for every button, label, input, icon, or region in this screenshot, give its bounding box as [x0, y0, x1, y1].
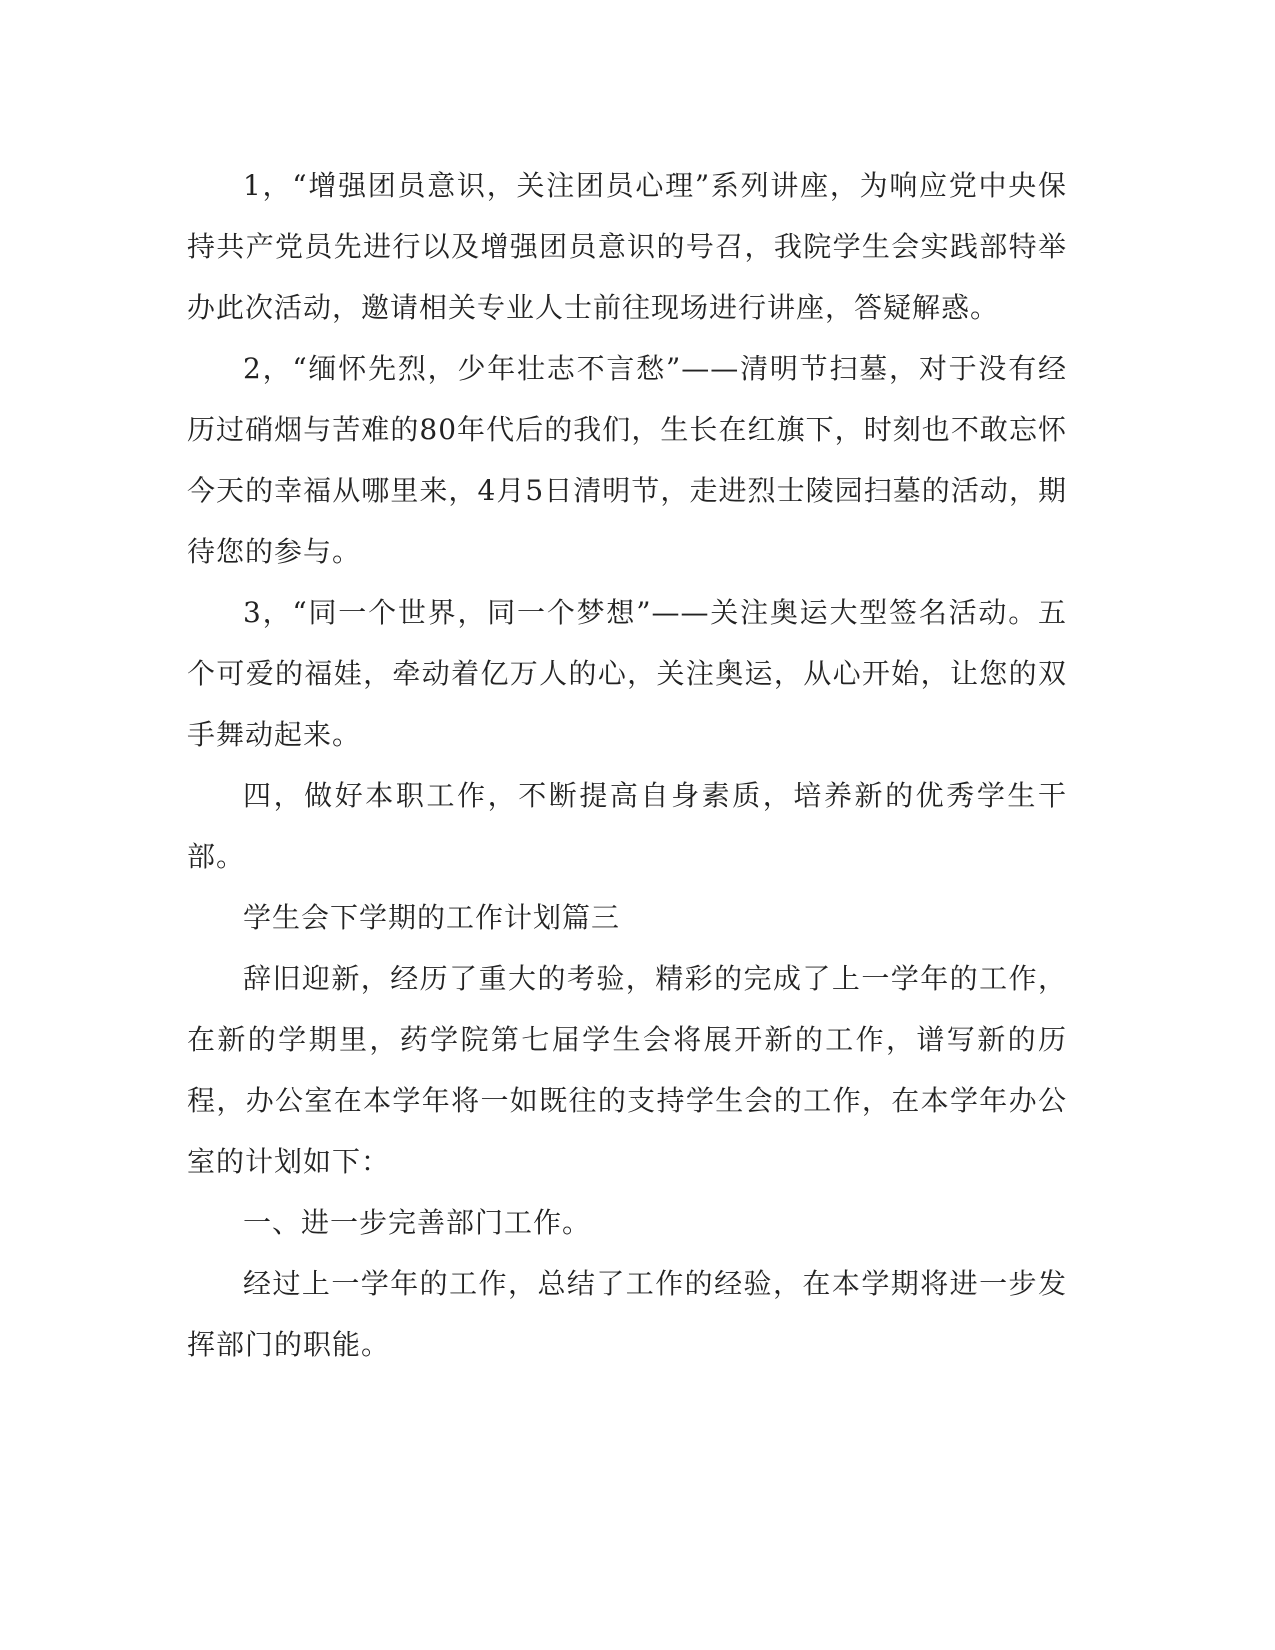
paragraph-qingming-memorial: 2，“缅怀先烈，少年壮志不言愁”——清明节扫墓，对于没有经历过硝烟与苦难的80年代后的我们，生长在红旗下，时刻也不敢忘怀今天的幸福从哪里来，4月5日清明节，走进烈士陵园扫墓的活动，期待您的参与。	[187, 352, 1067, 568]
document-body	[187, 155, 1067, 1375]
paragraph-lecture-series: 1，“增强团员意识，关注团员心理”系列讲座，为响应党中央保持共产党员先进行以及增强团员意识的号召，我院学生会实践部特举办此次活动，邀请相关专业人士前往现场进行讲座，答疑解惑。	[187, 169, 1067, 324]
paragraph-item-one-body: 经过上一学年的工作，总结了工作的经验，在本学期将进一步发挥部门的职能。	[187, 1267, 1067, 1361]
paragraph-office-plan-intro: 辞旧迎新，经历了重大的考验，精彩的完成了上一学年的工作，在新的学期里，药学院第七届学生会将展开新的工作，谱写新的历程，办公室在本学年将一如既往的支持学生会的工作，在本学年办公室的计划如下：	[187, 962, 1067, 1178]
section-heading-part-three: 学生会下学期的工作计划篇三	[243, 901, 621, 934]
paragraph-olympics-signature: 3，“同一个世界，同一个梦想”——关注奥运大型签名活动。五个可爱的福娃，牵动着亿万人的心，关注奥运，从心开始，让您的双手舞动起来。	[187, 596, 1067, 751]
paragraph-section-four: 四，做好本职工作，不断提高自身素质，培养新的优秀学生干部。	[187, 779, 1067, 873]
paragraph-item-one-heading: 一、进一步完善部门工作。	[243, 1206, 592, 1239]
